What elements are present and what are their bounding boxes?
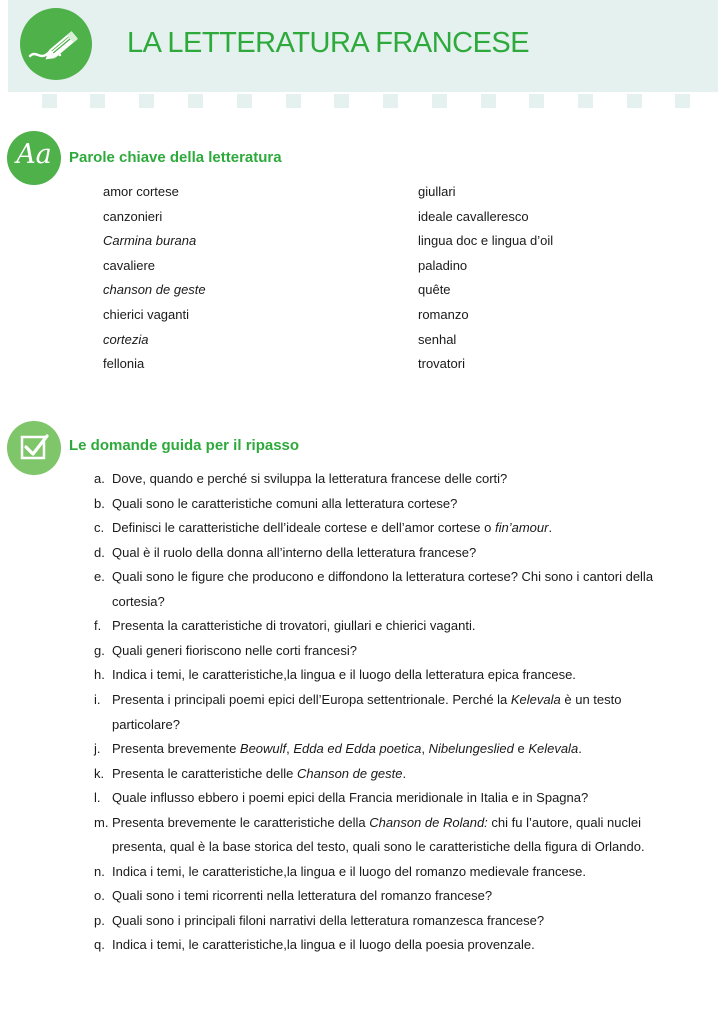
- question-fragment: presenta, qual è la base storica del testo, quali sono le caratteristiche della figura di Orlando.: [112, 839, 645, 855]
- question-letter: l.: [94, 790, 101, 806]
- question-letter: m.: [94, 814, 109, 830]
- question-text: [112, 815, 641, 831]
- question-fragment: Quali sono i temi ricorrenti nella letteratura del romanzo francese?: [112, 888, 493, 904]
- keyword-item: fellonia: [103, 356, 145, 372]
- question-text: [112, 864, 586, 880]
- question-fragment: è un testo: [560, 691, 622, 707]
- question-letter: j.: [94, 741, 101, 757]
- banner-fringe: [8, 92, 718, 116]
- keywords-title: Parole chiave della letteratura: [69, 149, 282, 166]
- keyword-item: cavaliere: [103, 257, 156, 273]
- question-fragment: Indica i temi, le caratteristiche,la lingua e il luogo della poesia provenzale.: [112, 937, 535, 953]
- aa-icon: Aa: [16, 139, 52, 170]
- question-text: [112, 692, 621, 708]
- fringe-square: [529, 94, 544, 108]
- question-letter: n.: [94, 863, 105, 879]
- question-letter: h.: [94, 667, 105, 683]
- keyword-item: romanzo: [418, 307, 469, 322]
- logo-badge: [20, 8, 92, 80]
- keyword-item: paladino: [418, 257, 468, 273]
- keyword-item: quête: [418, 282, 451, 298]
- question-emphasis: Chanson de Roland:: [369, 814, 488, 830]
- question-letter: k.: [94, 765, 105, 781]
- question-fragment: .: [578, 741, 582, 757]
- question-emphasis: Nibelungeslied: [428, 741, 514, 757]
- keywords-badge: [7, 131, 61, 185]
- question-emphasis: Kelevala: [510, 691, 561, 707]
- question-fragment: Presenta la caratteristiche di trovatori, giullari e chierici vaganti.: [112, 618, 476, 634]
- question-fragment: Quali sono i principali filoni narrativi della letteratura romanzesca francese?: [112, 912, 545, 928]
- fringe-square: [286, 94, 301, 108]
- fringe-square: [139, 94, 154, 108]
- fringe-square: [481, 94, 496, 108]
- questions-badge: [7, 421, 61, 475]
- question-text: [112, 667, 576, 683]
- question-text: [112, 937, 535, 953]
- question-fragment: Indica i temi, le caratteristiche,la lingua e il luogo del romanzo medievale francese.: [112, 863, 587, 879]
- question-letter: o.: [94, 888, 105, 904]
- question-letter: b.: [94, 495, 105, 511]
- keyword-item: giullari: [418, 184, 456, 199]
- question-letter: e.: [94, 569, 105, 585]
- question-fragment: .: [402, 765, 407, 781]
- question-fragment: Quali generi fioriscono nelle corti francesi?: [112, 642, 357, 658]
- question-fragment: Presenta brevemente le caratteristiche della: [112, 814, 370, 830]
- fringe-square: [432, 94, 447, 108]
- question-emphasis: Chanson de geste: [296, 765, 403, 781]
- question-letter: q.: [94, 937, 105, 953]
- keyword-item: trovatori: [418, 356, 465, 372]
- question-letter: g.: [94, 642, 105, 658]
- question-emphasis: fin’amour: [494, 520, 549, 536]
- question-letter: p.: [94, 912, 105, 928]
- question-text: [112, 643, 357, 659]
- keyword-item: cortezia: [103, 331, 149, 347]
- keyword-item: lingua doc e lingua d’oil: [418, 233, 554, 249]
- question-text: [112, 766, 406, 782]
- page-title: LA LETTERATURA FRANCESE: [127, 27, 530, 59]
- keyword-item: chanson de geste: [103, 282, 206, 298]
- question-fragment: Presenta le caratteristiche delle: [112, 765, 297, 781]
- question-text: [112, 520, 552, 536]
- question-text: [112, 717, 180, 733]
- keyword-item: amor cortese: [103, 184, 179, 199]
- question-fragment: Qual è il ruolo della donna all’interno della letteratura francese?: [112, 544, 477, 560]
- question-emphasis: Kelevala: [528, 741, 579, 757]
- question-emphasis: Beowulf: [239, 741, 287, 757]
- question-letter: c.: [94, 520, 105, 536]
- question-text: [112, 545, 476, 561]
- question-fragment: e: [513, 741, 529, 757]
- fringe-square: [188, 94, 203, 108]
- question-fragment: Quale influsso ebbero i poemi epici della Francia meridionale in Italia e in Spagna?: [112, 790, 589, 806]
- question-text: [112, 569, 653, 585]
- question-fragment: Indica i temi, le caratteristiche,la lingua e il luogo della letteratura epica francese.: [112, 667, 576, 683]
- fringe-square: [627, 94, 642, 108]
- keyword-item: Carmina burana: [103, 233, 197, 249]
- question-fragment: Presenta i principali poemi epici dell’Europa settentrionale. Perché la: [112, 691, 511, 707]
- keyword-item: senhal: [418, 331, 457, 347]
- fringe-square: [42, 94, 57, 108]
- fringe-square: [237, 94, 252, 108]
- question-text: [112, 913, 544, 929]
- question-text: [112, 790, 588, 806]
- fringe-square: [675, 94, 690, 108]
- question-letter: f.: [94, 618, 102, 634]
- question-fragment: Dove, quando e perché si sviluppa la letteratura francese delle corti?: [112, 471, 508, 486]
- question-text: [112, 839, 645, 855]
- question-fragment: ,: [421, 741, 429, 757]
- question-text: [112, 741, 582, 757]
- question-letter: d.: [94, 544, 105, 560]
- checkbox-icon: [7, 421, 61, 475]
- question-text: [112, 594, 165, 610]
- question-fragment: Quali sono le figure che producono e diffondono la letteratura cortese? Chi sono i cantori della: [112, 569, 654, 585]
- question-letter: a.: [94, 471, 105, 486]
- pencil-icon: [20, 8, 92, 80]
- question-fragment: particolare?: [112, 716, 180, 732]
- fringe-square: [578, 94, 593, 108]
- fringe-square: [383, 94, 398, 108]
- keyword-item: ideale cavalleresco: [418, 208, 529, 224]
- question-fragment: cortesia?: [112, 593, 165, 609]
- keyword-item: canzonieri: [103, 208, 163, 224]
- fringe-square: [334, 94, 349, 108]
- question-fragment: Definisci le caratteristiche dell’ideale cortese e dell’amor cortese o: [112, 520, 495, 536]
- question-fragment: Presenta brevemente: [112, 741, 240, 757]
- question-fragment: ,: [286, 741, 294, 757]
- question-fragment: .: [548, 520, 553, 536]
- fringe-square: [90, 94, 105, 108]
- question-letter: i.: [94, 691, 101, 707]
- question-fragment: Quali sono le caratteristiche comuni alla letteratura cortese?: [112, 495, 458, 511]
- question-text: [112, 496, 457, 512]
- question-emphasis: Edda ed Edda poetica: [293, 741, 422, 757]
- question-text: [112, 888, 492, 904]
- keyword-item: chierici vaganti: [103, 307, 189, 322]
- question-text: [112, 618, 475, 634]
- question-fragment: chi fu l’autore, quali nuclei: [487, 814, 641, 830]
- questions-title: Le domande guida per il ripasso: [69, 437, 300, 454]
- question-text: [112, 471, 507, 487]
